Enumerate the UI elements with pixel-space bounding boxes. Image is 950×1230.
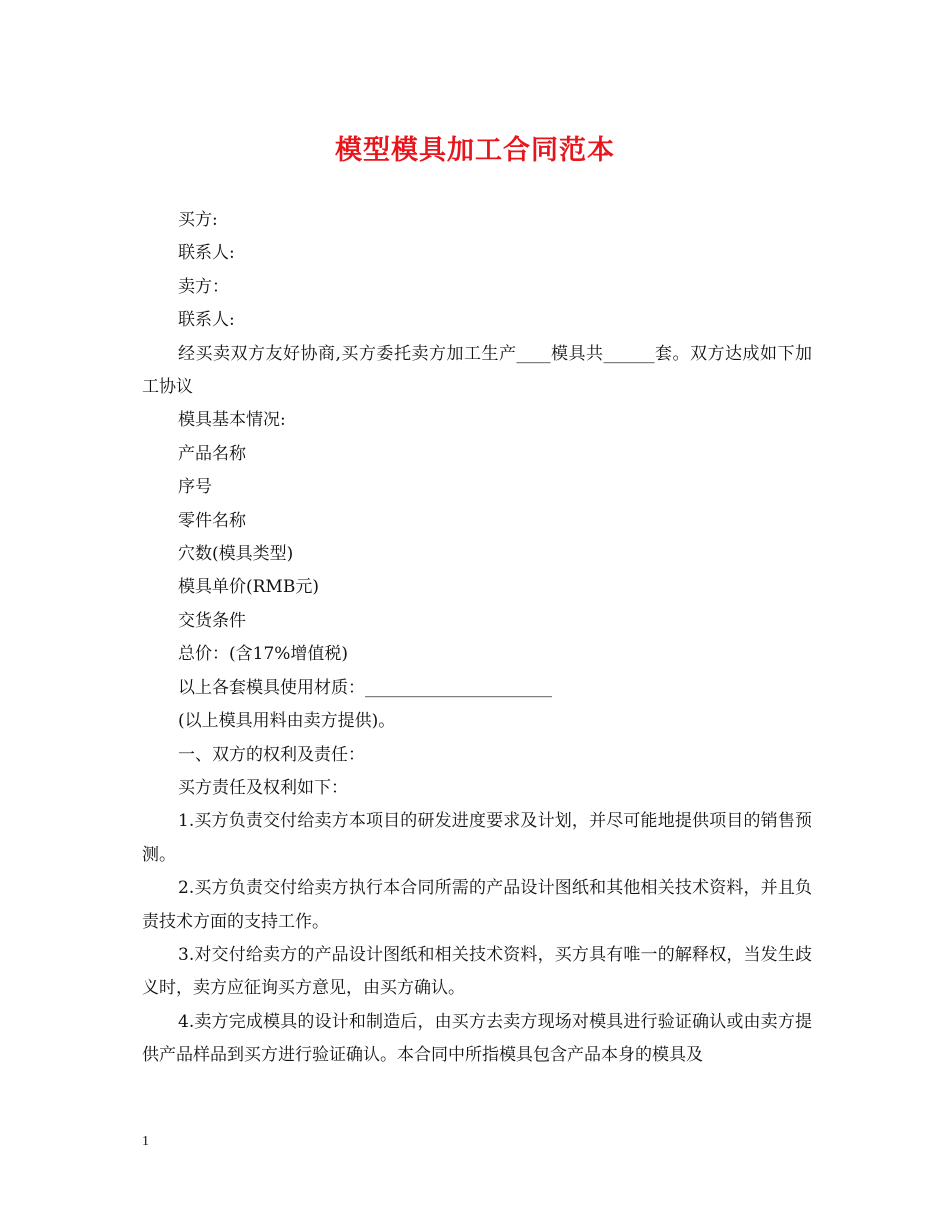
part-name-line: 零件名称 <box>178 510 246 531</box>
clause-2: 2.买方负责交付给卖方执行本合同所需的产品设计图纸和其他相关技术资料，并且负责技术方面的支持工作。 <box>142 878 812 932</box>
delivery-terms-line: 交货条件 <box>178 610 246 631</box>
material-note-line: (以上模具用料由卖方提供)。 <box>178 711 396 732</box>
material-line: 以上各套模具使用材质：______________________ <box>178 677 552 698</box>
seller-line: 卖方： <box>178 276 229 297</box>
buyer-contact-line: 联系人: <box>178 243 235 264</box>
document-body <box>142 204 812 1073</box>
document-title: 模型模具加工合同范本 <box>335 135 615 166</box>
clause-3: 3.对交付给卖方的产品设计图纸和相关技术资料，买方具有唯一的解释权，当发生歧义时，卖方应征询买方意见，由买方确认。 <box>142 944 812 999</box>
intro-paragraph: 经买卖双方友好协商,买方委托卖方加工生产____模具共______套。双方达成如下加工协议 <box>142 343 812 398</box>
total-price-line: 总价：(含17%增值税) <box>178 644 349 665</box>
seller-contact-line: 联系人: <box>178 310 235 331</box>
cavity-count-line: 穴数(模具类型) <box>178 544 294 565</box>
serial-number-line: 序号 <box>178 477 212 498</box>
buyer-line: 买方: <box>178 210 218 230</box>
mold-basic-info-heading: 模具基本情况: <box>178 410 286 431</box>
buyer-rights-heading: 买方责任及权利如下： <box>178 777 348 798</box>
mold-unit-price-line: 模具单价(RMB元) <box>178 577 319 598</box>
page-number: 1 <box>142 1134 149 1149</box>
clause-1: 1.买方负责交付给卖方本项目的研发进度要求及计划，并尽可能地提供项目的销售预测。 <box>142 811 812 865</box>
section-heading-rights: 一、双方的权利及责任： <box>178 744 365 765</box>
clause-4: 4.卖方完成模具的设计和制造后，由买方去卖方现场对模具进行验证确认或由卖方提供产品样品到买方进行验证确认。本合同中所指模具包含产品本身的模具及 <box>142 1011 812 1066</box>
product-name-line: 产品名称 <box>178 443 246 464</box>
